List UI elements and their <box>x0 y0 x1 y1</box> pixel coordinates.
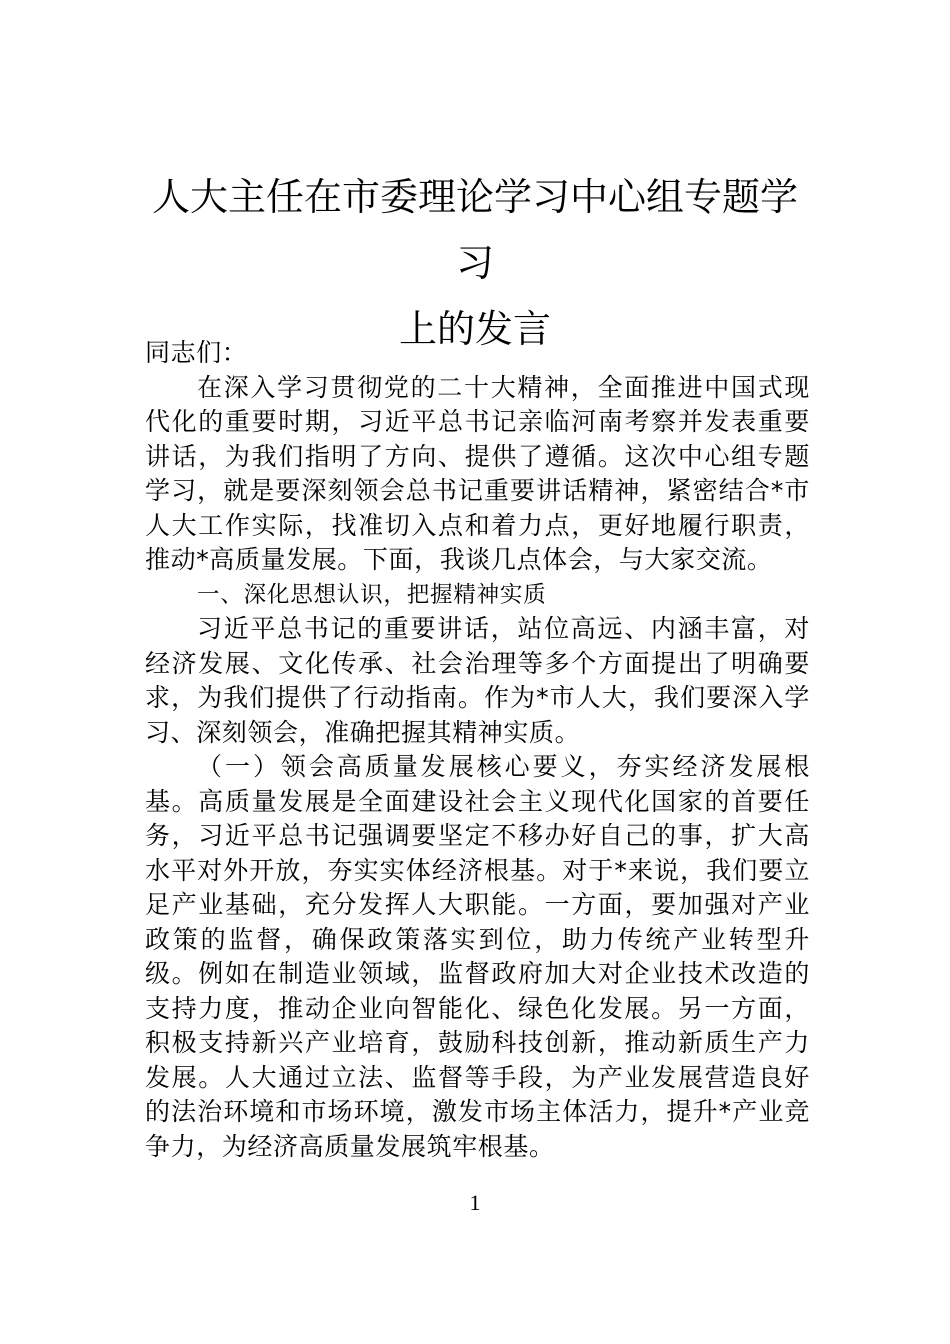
title-line-2: 上的发言 <box>398 307 551 351</box>
document-body <box>145 336 810 1164</box>
salutation: 同志们： <box>145 338 248 367</box>
document-title <box>145 164 805 362</box>
section-heading-1: 一、深化思想认识，把握精神实质 <box>197 581 547 608</box>
paragraph-subsection-1: （一）领会高质量发展核心要义，夯实经济发展根基。高质量发展是全面建设社会主义现代化国家的首要任务，习近平总书记强调要坚定不移办好自己的事，扩大高水平对外开放，夯实实体经济根基。对于*来说，我们要立足产业基础，充分发挥人大职能。一方面，要加强对产业政策的监督，确保政策落实到位，助力传统产业转型升级。例如在制造业领域，监督政府加大对企业技术改造的支持力度，推动企业向智能化、绿色化发展。另一方面，积极支持新兴产业培育，鼓励科技创新，推动新质生产力发展。人大通过立法、监督等手段，为产业发展营造良好的法治环境和市场环境，激发市场主体活力，提升*产业竞争力，为经济高质量发展筑牢根基。 <box>145 752 810 1161</box>
title-line-1: 人大主任在市委理论学习中心组专题学习 <box>151 175 798 285</box>
paragraph-intro: 在深入学习贯彻党的二十大精神，全面推进中国式现代化的重要时期，习近平总书记亲临河南考察并发表重要讲话，为我们指明了方向、提供了遵循。这次中心组专题学习，就是要深刻领会总书记重要讲话精神，紧密结合*市人大工作实际，找准切入点和着力点，更好地履行职责，推动*高质量发展。下面，我谈几点体会，与大家交流。 <box>145 372 810 574</box>
paragraph-section-1: 习近平总书记的重要讲话，站位高远、内涵丰富，对经济发展、文化传承、社会治理等多个方面提出了明确要求，为我们提供了行动指南。作为*市人大，我们要深入学习、深刻领会，准确把握其精神实质。 <box>145 614 810 747</box>
page-number: 1 <box>469 1190 481 1215</box>
